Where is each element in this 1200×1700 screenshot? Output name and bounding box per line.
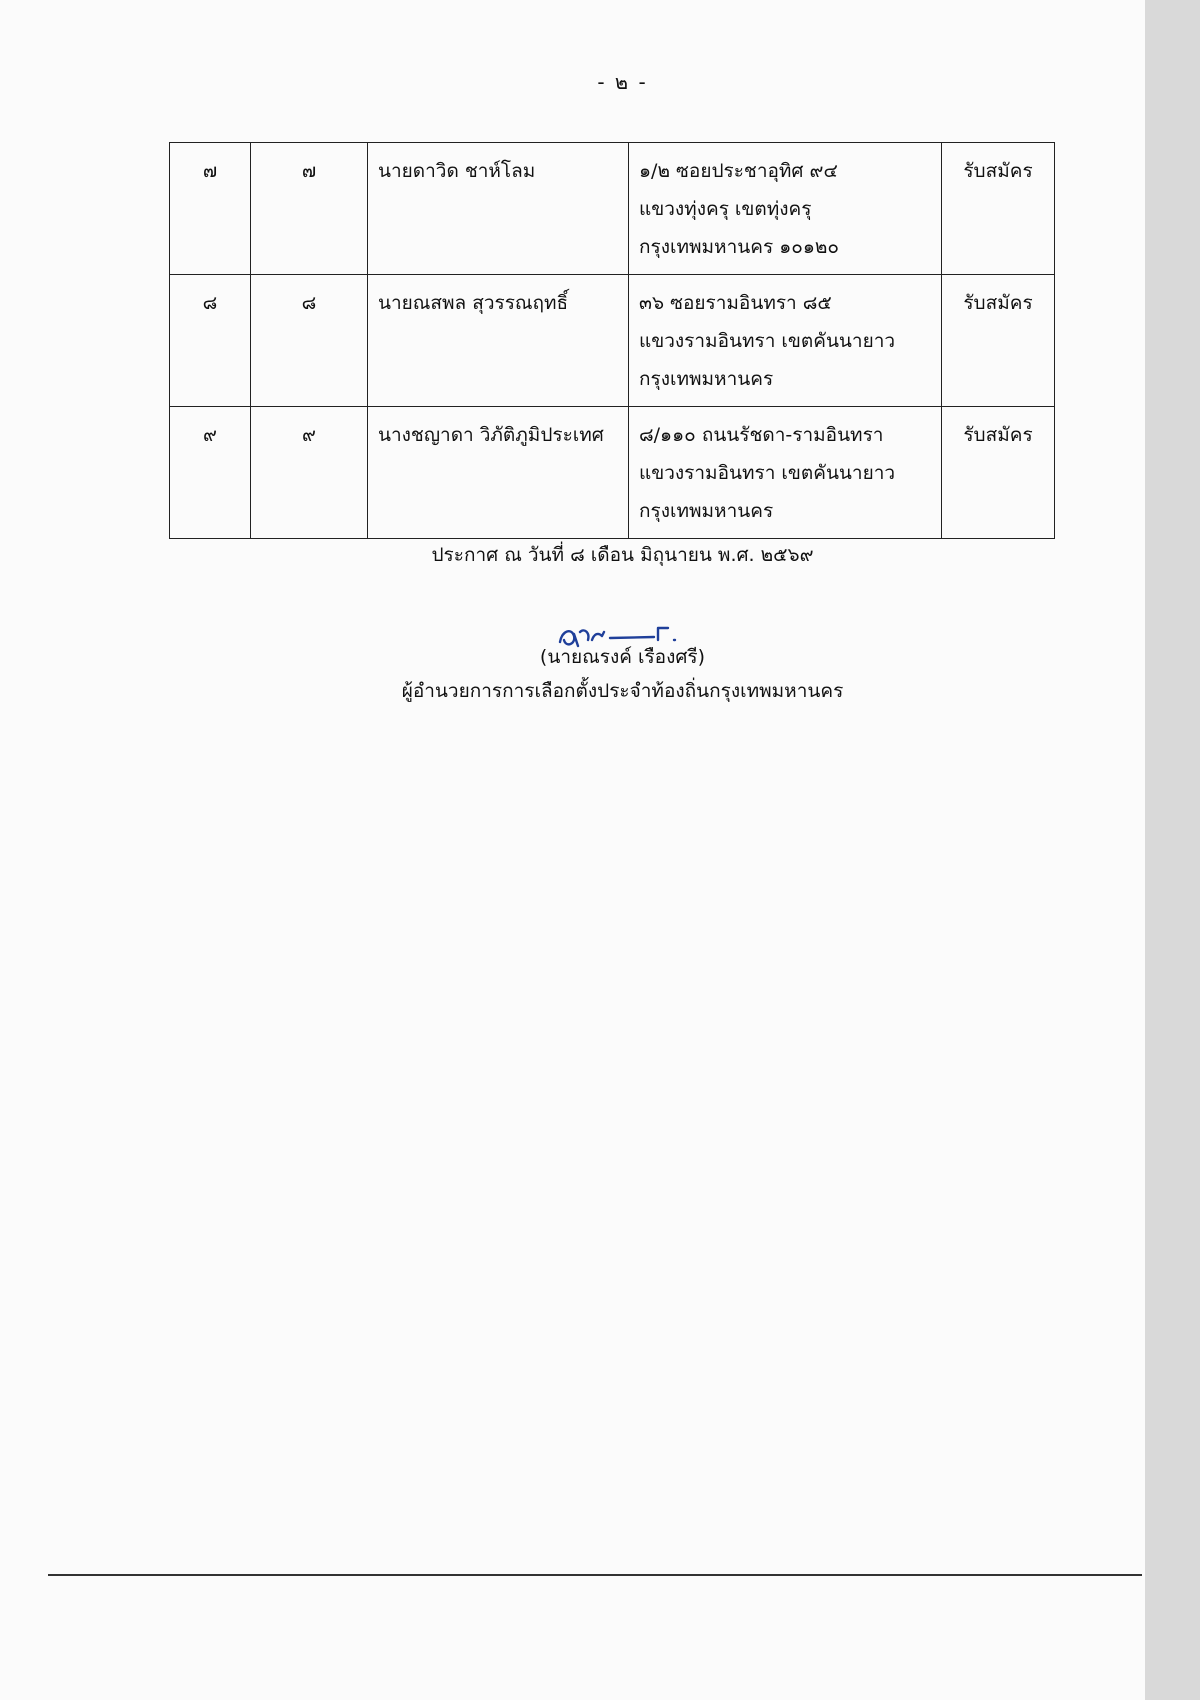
table-row — [170, 143, 1055, 275]
signer-position: ผู้อำนวยการการเลือกตั้งประจำท้องถิ่นกรุงเทพมหานคร — [401, 680, 844, 702]
candidate-address-cell — [629, 275, 942, 407]
address-line: แขวงทุ่งครุ เขตทุ่งครุ — [639, 198, 812, 220]
candidate-address-cell — [629, 143, 942, 275]
address-line: แขวงรามอินทรา เขตคันนายาว — [639, 462, 896, 484]
address-line: กรุงเทพมหานคร — [639, 368, 774, 390]
page-number: - ๒ - — [597, 70, 648, 94]
address-line: กรุงเทพมหานคร — [639, 500, 774, 522]
bottom-divider — [48, 1574, 1142, 1576]
table-row — [170, 407, 1055, 539]
candidate-number-cell: ๘ — [251, 275, 368, 407]
row-order-cell: ๘ — [170, 275, 251, 407]
candidate-address-cell — [629, 407, 942, 539]
announcement-date: ประกาศ ณ วันที่ ๘ เดือน มิถุนายน พ.ศ. ๒๕๖๙ — [431, 544, 814, 566]
address-line: กรุงเทพมหานคร ๑๐๑๒๐ — [639, 236, 840, 258]
candidate-table — [169, 142, 1055, 539]
address-line: ๘/๑๑๐ ถนนรัชดา-รามอินทรา — [639, 424, 884, 446]
candidate-name-cell: นายดาวิด ชาห์โลม — [368, 143, 629, 275]
table-row — [170, 275, 1055, 407]
row-order-cell: ๗ — [170, 143, 251, 275]
candidate-name-cell: นายณสพล สุวรรณฤทธิ์ — [368, 275, 629, 407]
candidate-number-cell: ๙ — [251, 407, 368, 539]
signer-name: (นายณรงค์ เรืองศรี) — [539, 646, 706, 668]
candidate-number-cell: ๗ — [251, 143, 368, 275]
row-order-cell: ๙ — [170, 407, 251, 539]
address-line: ๑/๒ ซอยประชาอุทิศ ๙๔ — [639, 160, 838, 182]
address-line: แขวงรามอินทรา เขตคันนายาว — [639, 330, 896, 352]
candidate-name-cell: นางชญาดา วิภัติภูมิประเทศ — [368, 407, 629, 539]
application-status-cell: รับสมัคร — [942, 407, 1055, 539]
application-status-cell: รับสมัคร — [942, 143, 1055, 275]
address-line: ๓๖ ซอยรามอินทรา ๘๕ — [639, 292, 832, 314]
application-status-cell: รับสมัคร — [942, 275, 1055, 407]
